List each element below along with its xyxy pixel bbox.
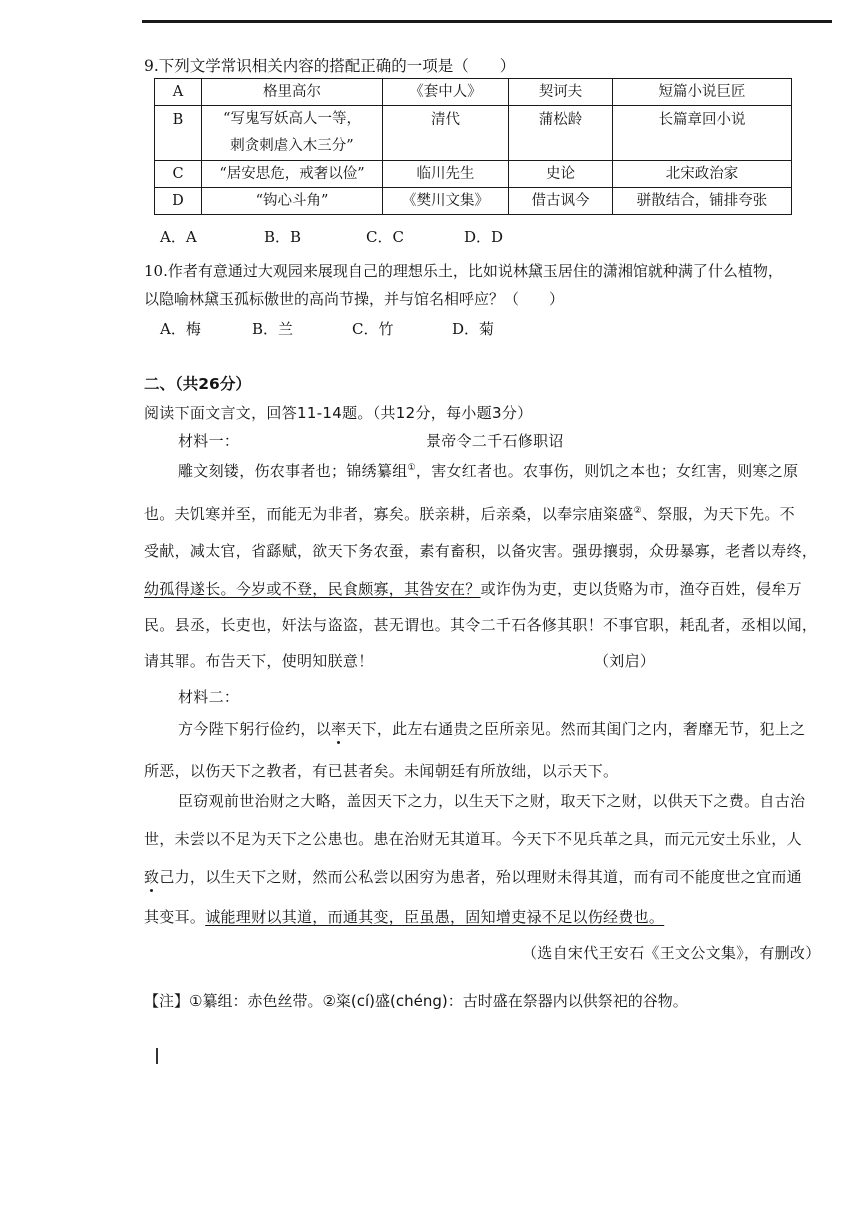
option-a[interactable]: A．梅 bbox=[160, 320, 201, 338]
q10-line2: 以隐喻林黛玉孤标傲世的高尚节操，并与馆名相呼应？（ ） bbox=[144, 290, 565, 308]
table-row bbox=[155, 161, 792, 188]
table-row bbox=[155, 79, 792, 106]
text-span: 己力，以生天下之财，然而公私尝以困穷为患者，殆以理财未得其道，而有司不能度世之宜而通 bbox=[159, 868, 802, 886]
text-line: 受献，减太官，省繇赋，欲天下务农蚕，素有畜积，以备灾害。强毋攘弱，众毋暴寡，老耆以寿终， bbox=[144, 542, 818, 560]
table-cell: “居安思危，戒奢以俭” bbox=[202, 161, 383, 188]
text-line bbox=[178, 460, 798, 481]
q9-stem: 9.下列文学常识相关内容的搭配正确的一项是（ ） bbox=[144, 57, 516, 75]
underlined-sentence: 幼孤得遂长。今岁或不登，民食颇寡，其咎安在？ bbox=[144, 580, 481, 598]
table-cell bbox=[202, 106, 383, 161]
option-d[interactable]: D．D bbox=[464, 228, 504, 246]
text-line bbox=[144, 503, 795, 524]
material1-label: 材料一： bbox=[178, 432, 240, 450]
table-cell: 史论 bbox=[509, 161, 613, 188]
text-span: 其变耳。 bbox=[144, 908, 206, 926]
text-span: 或诈伪为吏，吏以货赂为市，渔夺百姓，侵牟万 bbox=[480, 580, 802, 598]
table-cell: A bbox=[155, 79, 202, 106]
text-span: 、祭服，为天下先。不 bbox=[641, 505, 795, 523]
text-line: 世，未尝以不足为天下之公患也。患在治财无其道耳。今天下不见兵革之具，而元元安土乐业，人 bbox=[144, 830, 802, 848]
text-span: 也。夫饥寒并至，而能无为非者，寡矣。朕亲耕，后亲桑，以奉宗庙粢盛 bbox=[144, 505, 634, 523]
table-cell: 《套中人》 bbox=[383, 79, 509, 106]
text-line bbox=[144, 866, 802, 887]
table-cell: “钩心斗角” bbox=[202, 188, 383, 215]
cell-line: 刺贪刺虐入木三分” bbox=[230, 138, 354, 154]
table-cell: 清代 bbox=[383, 106, 509, 161]
table-cell: 骈散结合，铺排夸张 bbox=[613, 188, 792, 215]
text-line: 所恶，以伤天下之教者，有已甚者矣。未闻朝廷有所放绌，以示天下。 bbox=[144, 762, 619, 780]
table-cell: 临川先生 bbox=[383, 161, 509, 188]
material1-title: 景帝令二千石修职诏 bbox=[426, 432, 564, 450]
text-line: 请其罪。布告天下，使明知朕意！ bbox=[144, 652, 374, 670]
q9-table bbox=[154, 78, 792, 215]
table-cell: B bbox=[155, 106, 202, 161]
text-line bbox=[144, 906, 664, 927]
table-cell: D bbox=[155, 188, 202, 215]
option-c[interactable]: C．竹 bbox=[352, 320, 394, 338]
option-a[interactable]: A．A bbox=[160, 228, 197, 246]
section-instruction: 阅读下面文言文，回答11-14题。（共12分，每小题3分） bbox=[144, 404, 533, 422]
section-heading: 二、（共26分） bbox=[144, 375, 251, 393]
author: （刘启） bbox=[594, 652, 656, 670]
option-b[interactable]: B．B bbox=[264, 228, 302, 246]
option-b[interactable]: B．兰 bbox=[252, 320, 294, 338]
dotted-char: 率 bbox=[331, 720, 347, 738]
option-c[interactable]: C．C bbox=[366, 228, 404, 246]
table-cell: 格里高尔 bbox=[202, 79, 383, 106]
cell-line: “写鬼写妖高人一等， bbox=[223, 111, 361, 127]
table-cell: 借古讽今 bbox=[509, 188, 613, 215]
text-span: 方今陛下躬行俭约，以 bbox=[178, 720, 332, 738]
table-row bbox=[155, 106, 792, 161]
dotted-char: 致 bbox=[144, 868, 160, 886]
table-cell: 长篇章回小说 bbox=[613, 106, 792, 161]
table-cell: 北宋政治家 bbox=[613, 161, 792, 188]
table-row bbox=[155, 188, 792, 215]
stray-mark bbox=[156, 1048, 158, 1064]
text-line bbox=[144, 578, 802, 599]
text-line bbox=[178, 718, 805, 739]
top-rule bbox=[142, 20, 832, 23]
footnote: 【注】①纂组：赤色丝带。②粢(cí)盛(chéng)：古时盛在祭器内以供祭祀的谷物。 bbox=[144, 992, 688, 1010]
text-line: 民。县丞，长吏也，奸法与盗盗，甚无谓也。其令二千石各修其职！不事官职，耗乱者，丞相以闻， bbox=[144, 616, 818, 634]
q9-options bbox=[160, 226, 503, 247]
table-cell: 《樊川文集》 bbox=[383, 188, 509, 215]
table-cell: 短篇小说巨匠 bbox=[613, 79, 792, 106]
text-span: ，害女红者也。农事伤，则饥之本也；女红害，则寒之原 bbox=[415, 462, 799, 480]
underlined-sentence: 诚能理财以其道，而通其变，臣虽愚，固知增吏禄不足以伤经费也。 bbox=[205, 908, 665, 926]
text-span: 天下，此左右通贵之臣所亲见。然而其闺门之内，奢靡无节，犯上之 bbox=[346, 720, 806, 738]
option-d[interactable]: D．菊 bbox=[452, 320, 495, 338]
table-cell: 蒲松龄 bbox=[509, 106, 613, 161]
table-cell: C bbox=[155, 161, 202, 188]
footnote-mark: ② bbox=[633, 506, 642, 516]
source-citation: （选自宋代王安石《王文公文集》，有删改） bbox=[522, 944, 821, 962]
text-line: 臣窃观前世治财之大略，盖因天下之力，以生天下之财，取天下之财，以供天下之费。自古治 bbox=[178, 792, 806, 810]
material2-label: 材料二： bbox=[178, 688, 240, 706]
table-cell: 契诃夫 bbox=[509, 79, 613, 106]
text-span: 雕文刻镂，伤农事者也；锦绣纂组 bbox=[178, 462, 408, 480]
q10-line1: 10.作者有意通过大观园来展现自己的理想乐土，比如说林黛玉居住的潇湘馆就种满了什么植物， bbox=[144, 262, 783, 280]
q10-options bbox=[160, 318, 494, 339]
footnote-mark: ① bbox=[407, 463, 416, 473]
